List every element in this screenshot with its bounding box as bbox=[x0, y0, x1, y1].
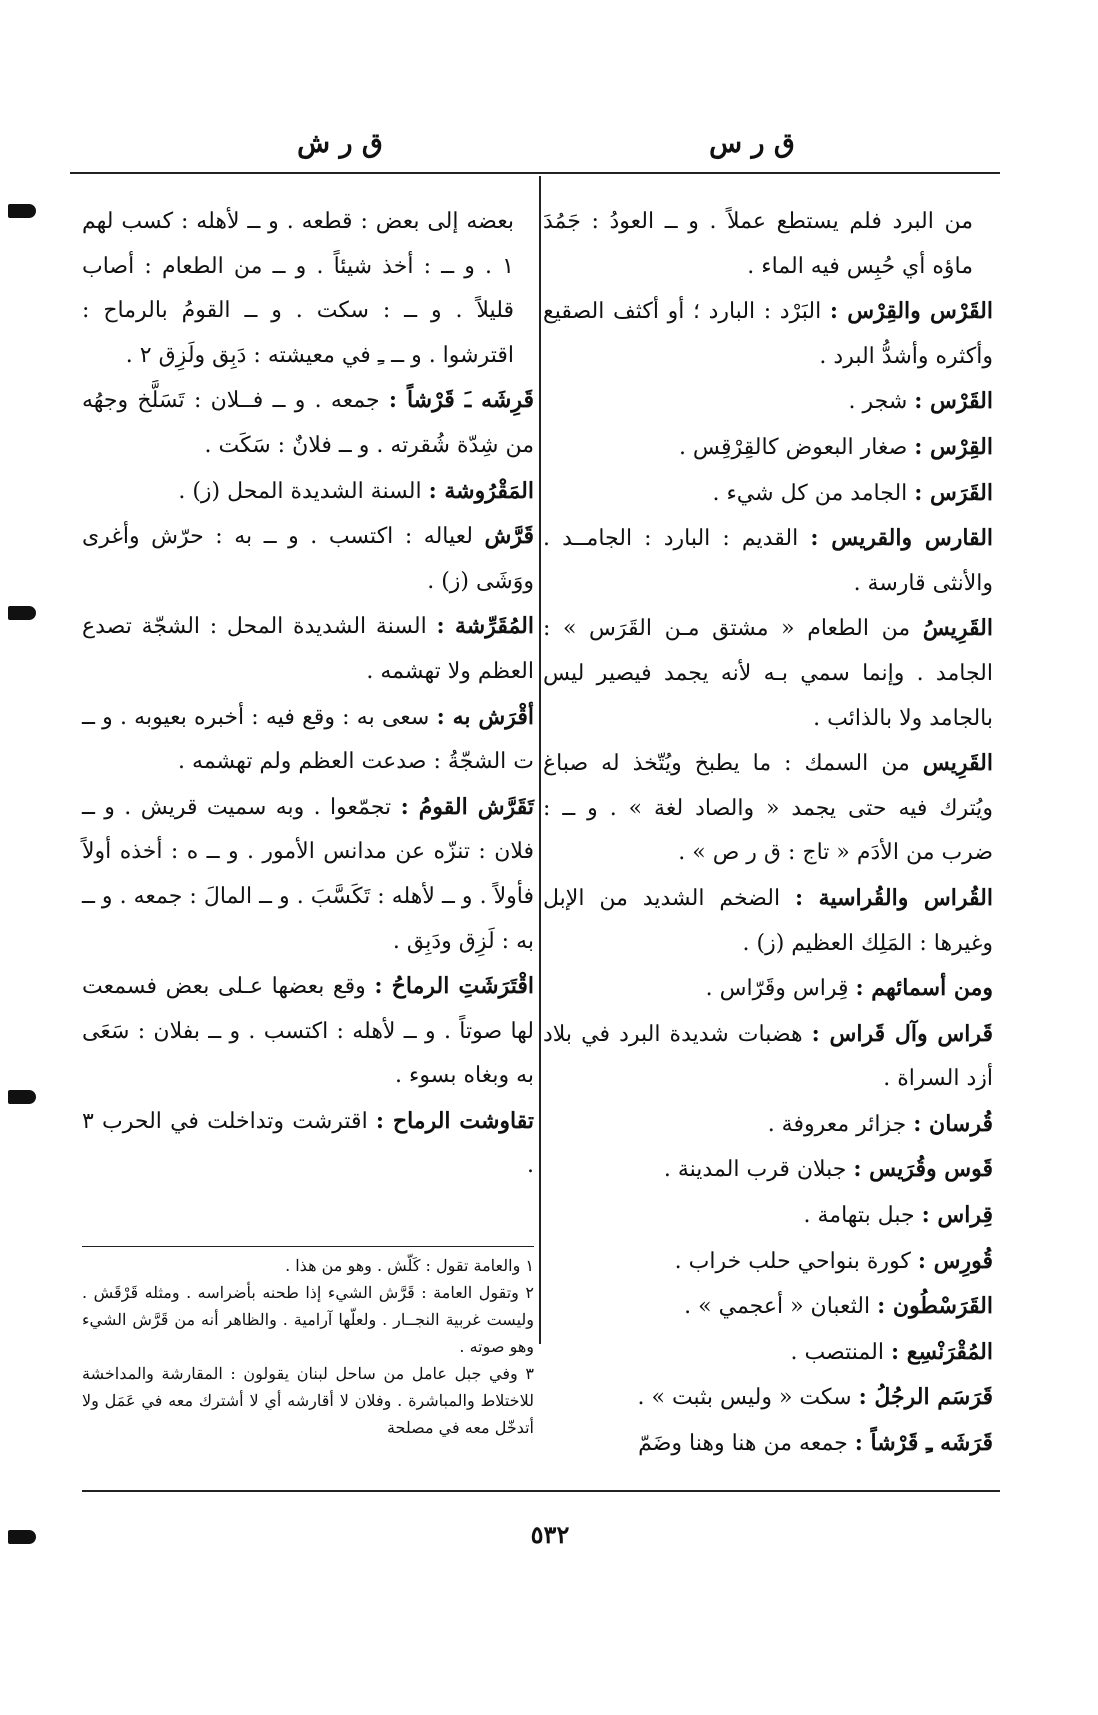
page-number: ٥٣٢ bbox=[530, 1520, 570, 1549]
scan-edge-mark bbox=[8, 1530, 36, 1544]
entry-definition: جمعه . و ــ فــلان : تَسَلَّخ وجهُه من شِدّة شُقرته . و ــ فلانٌ : سَكَت . bbox=[82, 388, 534, 458]
footnote-number: ٣ bbox=[525, 1364, 534, 1383]
entry-definition: من السمك : ما يطبخ ويُتّخذ له صباغ ويُترك فيه حتى يجمد « والصاد لغة » . و ــ : ضرب من الأدَم « تاج : ق ر ص » . bbox=[543, 751, 993, 866]
header-rule bbox=[70, 172, 1000, 174]
entry-headword: المَقْرُوشة : bbox=[428, 477, 534, 504]
dictionary-entry bbox=[543, 379, 993, 425]
entry-headword: القَرِيس bbox=[922, 750, 993, 777]
footer-rule bbox=[82, 1490, 1000, 1492]
dictionary-entry bbox=[82, 469, 534, 515]
entry-definition: الضخم الشديد من الإبل وغيرها : المَلِك العظيم (ز) . bbox=[543, 885, 993, 956]
entry-headword: قَرَّش bbox=[484, 523, 534, 550]
entry-definition: تجمّعوا . وبه سميت قريش . و ــ فلان : تنزّه عن مدانس الأمور . و ــ ه : أخذه أولاً فأولاً . و ــ لأهله : تَكَسَّبَ . و ــ المالَ : جمعه . و ــ به : لَزِق ودَبِق . bbox=[82, 794, 534, 954]
dictionary-entry bbox=[543, 1330, 993, 1376]
entry-definition: جبل بتهامة . bbox=[803, 1203, 915, 1229]
entry-headword: قُرسان : bbox=[913, 1110, 993, 1137]
entry-headword: القَرْس والقِرْس : bbox=[829, 298, 993, 325]
entry-headword: القارس والقريس : bbox=[810, 525, 994, 552]
dictionary-entry bbox=[82, 695, 534, 785]
footnote-number: ٢ bbox=[525, 1283, 534, 1302]
dictionary-entry bbox=[82, 378, 534, 468]
header-root-left: ق ر ش bbox=[297, 128, 383, 159]
entry-definition: الثعبان « أعجمي » . bbox=[684, 1294, 871, 1320]
footnote bbox=[82, 1360, 534, 1441]
entry-headword: القَرِيسُ bbox=[922, 615, 993, 642]
scan-edge-mark bbox=[8, 204, 36, 218]
footnote-number: ١ bbox=[525, 1256, 534, 1275]
dictionary-entry bbox=[82, 604, 534, 694]
dictionary-entry bbox=[543, 516, 993, 606]
entry-headword: قَوس وقُرَيس : bbox=[853, 1156, 993, 1183]
entry-headword: قَراس وآل قَراس : bbox=[811, 1020, 993, 1047]
entry-definition: المنتصب . bbox=[790, 1339, 884, 1365]
dictionary-entry bbox=[543, 741, 993, 876]
entry-definition: وقع بعضها عـلى بعض فسمعت لها صوتاً . و ــ لأهله : اكتسب . و ــ بفلان : سَعَى به وبغاه بسوء . bbox=[82, 974, 534, 1089]
dictionary-entry bbox=[543, 1193, 993, 1239]
dictionary-entry bbox=[543, 1284, 993, 1330]
entry-definition: كورة بنواحي حلب خراب . bbox=[674, 1248, 911, 1274]
dictionary-entry bbox=[543, 289, 993, 379]
scan-edge-mark bbox=[8, 606, 36, 620]
dictionary-entry bbox=[543, 471, 993, 517]
left-column bbox=[82, 200, 534, 1189]
entry-headword: ومن أسمائهم : bbox=[855, 975, 993, 1002]
entry-headword: قَرِشَه ـَ قَرْشاً : bbox=[388, 387, 534, 414]
dictionary-entry bbox=[543, 1239, 993, 1285]
entry-definition: من البرد فلم يستطع عملاً . و ــ العودُ : جَمُدَ ماؤه أي حُبِس فيه الماء . bbox=[543, 209, 973, 279]
dictionary-entry bbox=[543, 876, 993, 966]
dictionary-entry bbox=[82, 964, 534, 1099]
entry-headword: القَرَس : bbox=[914, 479, 993, 506]
entry-headword: تَقَرَّش القومُ : bbox=[400, 793, 534, 820]
footnote-rule bbox=[82, 1246, 534, 1247]
dictionary-entry bbox=[543, 1012, 993, 1102]
entry-headword: المُقْرَنْسِع : bbox=[890, 1338, 993, 1365]
entry-definition: السنة الشديدة المحل : الشجّة تصدع العظم ولا تهشمه . bbox=[82, 614, 534, 684]
entry-definition: الجامد من كل شيء . bbox=[712, 480, 908, 506]
dictionary-entry bbox=[543, 1375, 993, 1421]
entry-headword: القُراس والقُراسية : bbox=[794, 884, 993, 911]
entry-definition: جبلان قرب المدينة . bbox=[663, 1157, 847, 1183]
entry-headword: القِرْس : bbox=[914, 433, 993, 460]
entry-headword: قَرَسَم الرجُلُ : bbox=[858, 1384, 993, 1411]
entry-definition: هضبات شديدة البرد في بلاد أزد السراة . bbox=[543, 1021, 993, 1092]
entry-definition: سعى به : وقع فيه : أخبره بعيوبه . و ــ ت الشجّةُ : صدعت العظم ولم تهشمه . bbox=[82, 704, 534, 775]
footnotes bbox=[82, 1252, 534, 1441]
dictionary-entry bbox=[543, 200, 993, 289]
entry-headword: تقاوشت الرماح : bbox=[375, 1107, 534, 1134]
dictionary-entry bbox=[82, 200, 534, 378]
scan-edge-mark bbox=[8, 1090, 36, 1104]
entry-headword: قِراس : bbox=[921, 1202, 993, 1229]
entry-definition: قِراس وقَرّاس . bbox=[705, 976, 849, 1002]
header-root-right: ق ر س bbox=[709, 128, 795, 159]
footnote-text: وفي جبل عامل من ساحل لبنان يقولون : المقارشة والمداخشة للاختلاط والمباشرة . وفلان لا أقارشه أي لا أشترك معه في عَمَل ولا أتدخّل معه في مصلحة bbox=[82, 1364, 534, 1437]
footnote-text: وتقول العامة : قَرَّش الشيء إذا طحنه بأضراسه . ومثله قَرْقَش . وليست غربية النجــار . ولعلّها آرامية . والظاهر أنه من قَرَّش الشيء وهو صوته . bbox=[82, 1283, 534, 1356]
entry-headword: القَرْس : bbox=[914, 388, 993, 415]
dictionary-entry bbox=[543, 1421, 993, 1467]
dictionary-entry bbox=[543, 966, 993, 1012]
footnote-text: والعامة تقول : كَلّش . وهو من هذا . bbox=[285, 1256, 521, 1275]
entry-definition: السنة الشديدة المحل (ز) . bbox=[178, 478, 422, 504]
entry-definition: لعياله : اكتسب . و ــ به : حرّش وأغرى ووَشَى (ز) . bbox=[82, 524, 534, 594]
entry-headword: أقْرَش به : bbox=[436, 703, 534, 730]
footnote bbox=[82, 1252, 534, 1279]
dictionary-entry bbox=[543, 1147, 993, 1193]
column-divider bbox=[539, 176, 541, 1344]
entry-definition: سكت « وليس بثبت » . bbox=[637, 1385, 852, 1411]
entry-headword: قُورِس : bbox=[917, 1247, 993, 1274]
entry-definition: من الطعام « مشتق مـن القَرَس » : الجامد . وإنما سمي بـه لأنه يجمد فيصير ليس بالجامد ولا بالذائب . bbox=[543, 616, 993, 731]
entry-headword: المُقَرِّشة : bbox=[436, 613, 534, 640]
entry-definition: البَرْد : البارد ؛ أو أكثف الصقيع وأكثره وأشدُّ البرد . bbox=[543, 299, 993, 369]
right-column bbox=[543, 200, 993, 1467]
dictionary-entry bbox=[543, 425, 993, 471]
dictionary-entry bbox=[543, 1102, 993, 1148]
entry-headword: القَرَسْطُون : bbox=[877, 1293, 993, 1320]
dictionary-entry bbox=[543, 606, 993, 741]
entry-definition: صغار البعوض كالقِرْقِس . bbox=[678, 434, 908, 460]
dictionary-entry bbox=[82, 785, 534, 964]
dictionary-entry bbox=[82, 1099, 534, 1189]
dictionary-entry bbox=[82, 514, 534, 604]
entry-headword: اقْتَرَشَتِ الرماحُ : bbox=[374, 973, 534, 1000]
entry-definition: اقترشت وتداخلت في الحرب ٣ . bbox=[82, 1108, 534, 1179]
entry-headword: قَرَشَه ـِ قَرْشاً : bbox=[854, 1430, 993, 1457]
entry-definition: جمعه من هنا وهنا وضَمّ bbox=[638, 1431, 848, 1457]
entry-definition: شجر . bbox=[848, 389, 908, 415]
entry-definition: جزائر معروفة . bbox=[767, 1111, 907, 1137]
entry-definition: القديم : البارد : الجامــد . والأنثى قارسة . bbox=[543, 526, 993, 596]
footnote bbox=[82, 1279, 534, 1360]
entry-definition: بعضه إلى بعض : قطعه . و ــ لأهله : كسب لهم ١ . و ــ : أخذ شيئاً . و ــ من الطعام : أصاب قليلاً . و ــ : سكت . و ــ القومُ بالرماح : اقترشوا . و ــ ـِ في معيشته : دَبِق ولَزِق ٢ . bbox=[82, 209, 514, 368]
